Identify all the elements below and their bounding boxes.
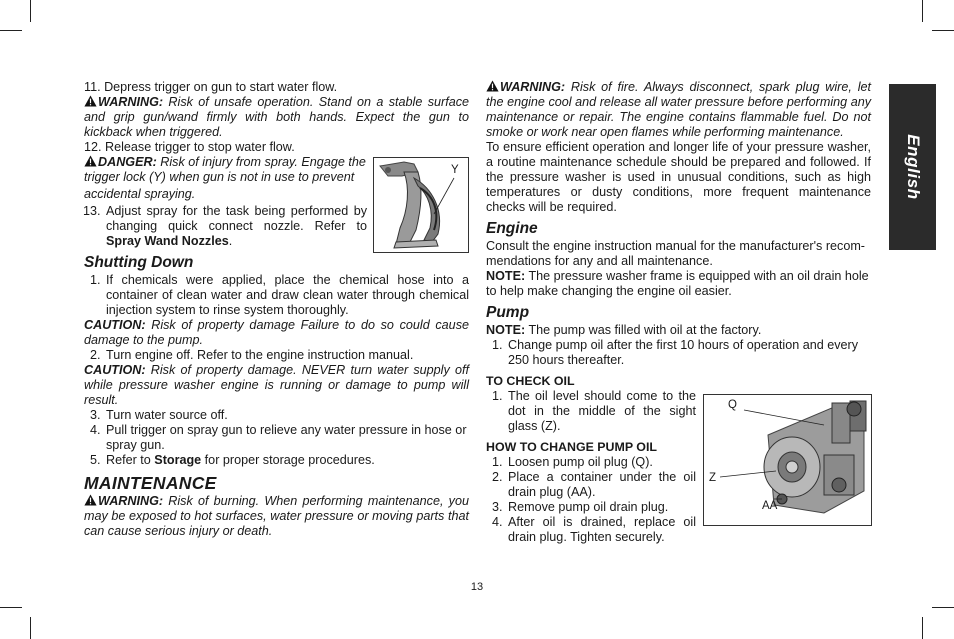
warning-text: Risk of fire. Always disconnect, spark plug wire, let the engine cool and release all water pressure before performing any maintenance or repair. The engine contains flammable fuel. Do not smoke or work near open flames while performing maintenance. (486, 80, 871, 139)
step-text: Change pump oil after the first 10 hours of operation and every 250 hours thereafter. (508, 338, 859, 367)
warning-icon (84, 494, 97, 506)
engine-text: Consult the engine instruction manual for the manufacturer's recom-mendations for any and all maintenance. (486, 239, 866, 268)
step-text: If chemicals were applied, place the chemical hose into a container of clean water and draw clean water through chemical injection system to rinse system thoroughly. (106, 273, 469, 317)
step-13-end: . (228, 234, 233, 248)
caution-label: CAUTION: (84, 318, 146, 332)
caution-text: Risk of property damage. NEVER turn water supply off while pressure washer engine is running or damage to pump will result. (84, 363, 469, 407)
step-text: After oil is drained, replace oil drain plug. Tighten securely. (508, 515, 696, 544)
crop-mark-tr-h (932, 30, 954, 31)
step-number: 4. (492, 515, 503, 529)
right-column (486, 80, 871, 545)
step-number: 5. (90, 453, 101, 467)
step-number: 1. (492, 455, 503, 469)
check-oil-list (486, 389, 696, 434)
warning-icon (84, 95, 97, 107)
change-oil-list (486, 455, 696, 545)
step-13-list (84, 204, 367, 249)
step-text: Turn engine off. Refer to the engine instruction manual. (106, 348, 414, 362)
change-oil-step-4 (486, 515, 696, 545)
oil-section (486, 374, 871, 545)
danger-text-1: Risk of injury from spray. Engage the (156, 155, 366, 169)
shutting-down-list (84, 273, 469, 318)
shutting-down-step-2 (84, 348, 469, 363)
note-label: NOTE: (486, 323, 526, 337)
step-text: Refer to (106, 453, 155, 467)
step-number: 3. (90, 408, 101, 422)
shutting-down-step-3 (84, 408, 469, 423)
check-oil-heading: TO CHECK OIL (486, 374, 575, 388)
page-number: 13 (470, 581, 484, 593)
shutting-down-list-2 (84, 348, 469, 363)
change-oil-heading: HOW TO CHANGE PUMP OIL (486, 440, 657, 454)
pump-heading: Pump (486, 304, 530, 321)
caution-property-damage-2 (84, 363, 469, 408)
engine-heading: Engine (486, 220, 538, 237)
change-oil-step-1 (486, 455, 696, 470)
danger-text-2: trigger lock (Y) when gun is not in use to prevent (84, 170, 355, 184)
step-text: The oil level should come to the dot in the middle of the sight glass (Z). (508, 389, 696, 433)
language-tab (889, 84, 936, 250)
step-text: Place a container under the oil drain plug (AA). (508, 470, 696, 499)
warning-icon (84, 155, 97, 167)
pump-step-1 (486, 338, 871, 368)
engine-note (486, 269, 871, 299)
maintenance-heading: MAINTENANCE (84, 473, 217, 493)
step-number: 4. (90, 423, 101, 437)
step-13 (84, 204, 367, 249)
warning-label: WARNING: (98, 494, 164, 508)
step-text: Loosen pump oil plug (Q). (508, 455, 653, 469)
warning-fire (486, 80, 871, 140)
crop-mark-br-v (922, 617, 923, 639)
danger-text-3: accidental spraying. (84, 187, 196, 201)
gun-section (84, 155, 469, 249)
step-text: Turn water source off. (106, 408, 228, 422)
warning-unsafe-operation (84, 95, 469, 140)
note-text: The pump was filled with oil at the factory. (525, 323, 762, 337)
crop-mark-tl-h (0, 30, 22, 31)
label-aa: AA (762, 500, 778, 512)
label-q: Q (728, 399, 737, 411)
maintenance-intro: To ensure efficient operation and longer life of your pressure washer, a routine maintenance schedule should be prepared and followed. If the pressure washer is used in unusual conditions, such as high temperatures or dusty conditions, more frequent maintenance checks will be required. (486, 140, 871, 214)
step-text: Pull trigger on spray gun to relieve any water pressure in hose or spray gun. (106, 423, 467, 452)
step-end: for proper storage procedures. (201, 453, 375, 467)
crop-mark-tl-v (30, 0, 31, 22)
step-13-bold: Spray Wand Nozzles (106, 234, 229, 248)
caution-label: CAUTION: (84, 363, 146, 377)
change-oil-step-2 (486, 470, 696, 500)
danger-label: DANGER: (98, 155, 157, 169)
crop-mark-bl-h (0, 607, 22, 608)
warning-icon (486, 80, 499, 92)
pump-list (486, 338, 871, 368)
step-12: 12. Release trigger to stop water flow. (84, 140, 295, 154)
warning-text: Risk of unsafe operation. Stand on a stable surface and grip gun/wand firmly with both hands. Expect the gun to kickback when triggered. (84, 95, 469, 139)
step-number: 1. (492, 338, 503, 352)
language-tab-label: English (903, 134, 923, 200)
change-oil-step-3 (486, 500, 696, 515)
shutting-down-step-5 (84, 453, 469, 468)
step-number: 1. (492, 389, 503, 403)
step-number: 1. (90, 273, 101, 287)
note-label: NOTE: (486, 269, 526, 283)
shutting-down-step-4 (84, 423, 469, 453)
pump-illustration (704, 395, 871, 525)
step-13-text: Adjust spray for the task being performed by changing quick connect nozzle. Refer to (106, 204, 367, 233)
danger-spray (84, 155, 374, 202)
note-text: The pressure washer frame is equipped with an oil drain hole to help make changing the engine oil easier. (486, 269, 869, 298)
crop-mark-tr-v (922, 0, 923, 22)
shutting-down-step-1 (84, 273, 469, 318)
warning-label: WARNING: (500, 80, 566, 94)
caution-text: Risk of property damage Failure to do so could cause damage to the pump. (84, 318, 469, 347)
label-y: Y (451, 164, 459, 176)
shutting-down-heading: Shutting Down (84, 254, 194, 271)
label-z: Z (709, 472, 717, 484)
left-column (84, 80, 469, 539)
warning-burning (84, 494, 469, 539)
crop-mark-bl-v (30, 617, 31, 639)
spray-gun-figure (373, 157, 469, 253)
step-13-number: 13. (83, 204, 101, 218)
step-number: 2. (90, 348, 101, 362)
crop-mark-br-h (932, 607, 954, 608)
step-11: 11. Depress trigger on gun to start water flow. (84, 80, 338, 94)
step-number: 2. (492, 470, 503, 484)
pump-figure (703, 394, 872, 526)
pump-note (486, 323, 871, 338)
step-text: Remove pump oil drain plug. (508, 500, 669, 514)
step-number: 3. (492, 500, 503, 514)
check-oil-step-1 (486, 389, 696, 434)
caution-property-damage-1 (84, 318, 469, 348)
shutting-down-list-3 (84, 408, 469, 468)
warning-label: WARNING: (98, 95, 164, 109)
step-bold: Storage (154, 453, 202, 467)
warning-text: Risk of burning. When performing maintenance, you may be exposed to hot surfaces, water pressure or moving parts that can cause serious injury or death. (84, 494, 469, 538)
